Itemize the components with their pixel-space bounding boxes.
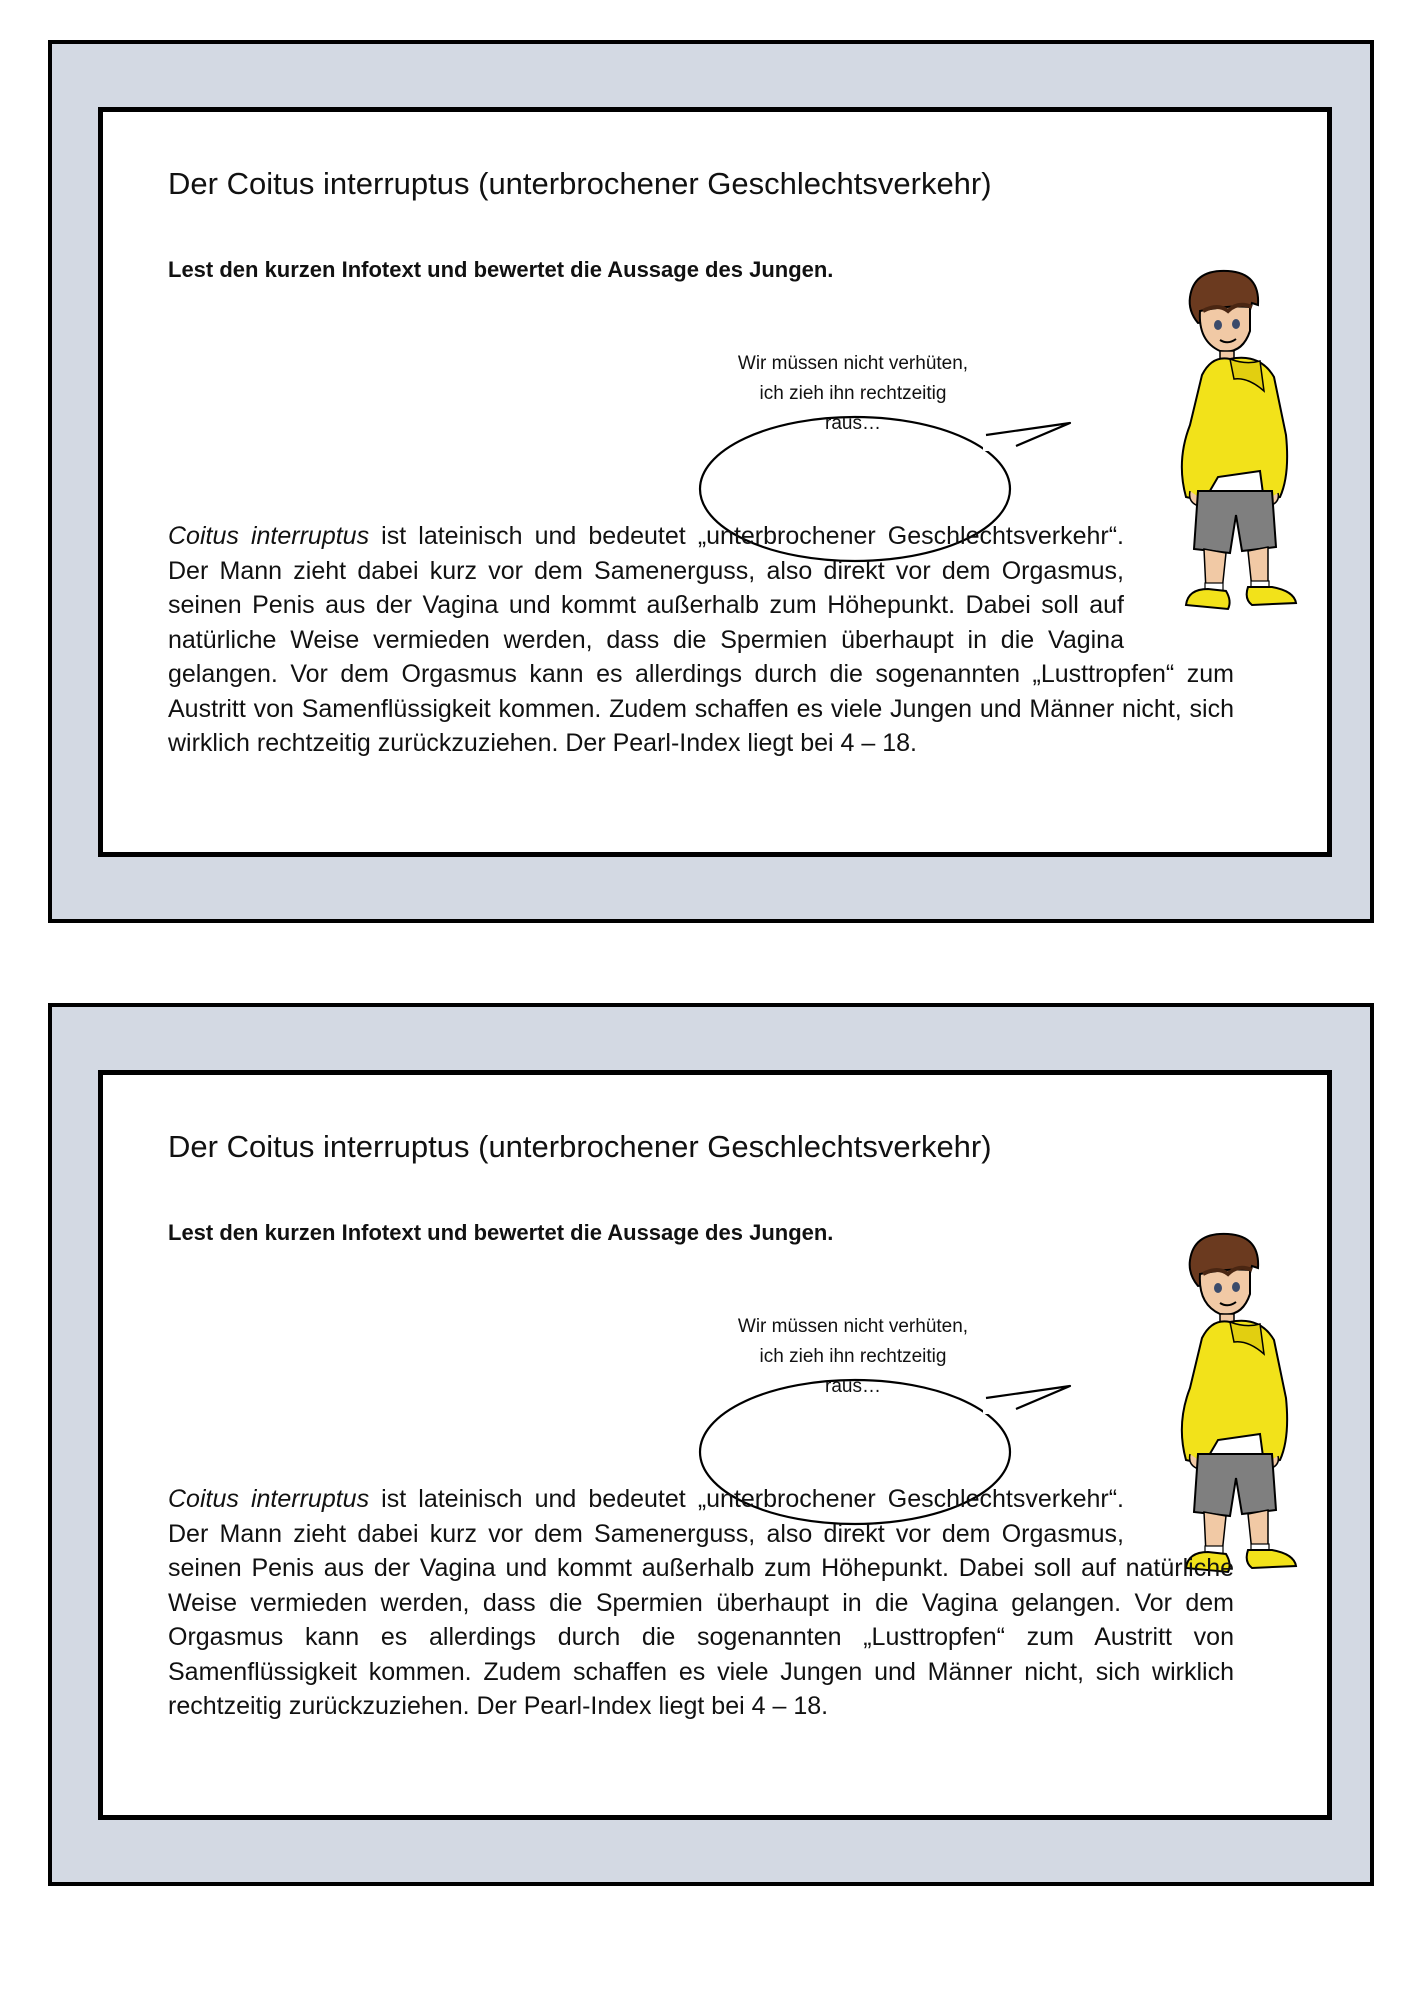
worksheet-card-2 xyxy=(48,1003,1374,1886)
info-term: Coitus interruptus xyxy=(168,1485,370,1513)
card-content-2 xyxy=(98,1070,1332,1820)
info-body: ist lateinisch und bedeutet „unterbrochener Geschlechtsverkehr“. Der Mann zieht dabei kurz vor dem Samenerguss, also direkt vor dem Orgasmus, seinen Penis aus der Vagina und kommt außerhalb zum Höhepunkt. Dabei soll auf natürliche Weise vermieden werden, dass die Spermien überhaupt in die Vagina gelangen. Vor dem Orgasmus kann es allerdings durch die sogenannten „Lusttropfen“ zum Austritt von Samenflüssigkeit kommen. Zudem schaffen es viele Jungen und Männer nicht, sich wirklich rechtzeitig zurückzuziehen. Der Pearl-Index liegt bei 4 – 18. xyxy=(168,1485,1234,1720)
info-text xyxy=(168,1482,1234,1724)
info-body: ist lateinisch und bedeutet „unterbrochener Geschlechtsverkehr“. Der Mann zieht dabei kurz vor dem Samenerguss, also direkt vor dem Orgasmus, seinen Penis aus der Vagina und kommt außerhalb zum Höhepunkt. Dabei soll auf natürliche Weise vermieden werden, dass die Spermien überhaupt in die Vagina gelangen. Vor dem Orgasmus kann es allerdings durch die sogenannten „Lusttropfen“ zum Austritt von Samenflüssigkeit kommen. Zudem schaffen es viele Jungen und Männer nicht, sich wirklich rechtzeitig zurückzuziehen. Der Pearl-Index liegt bei 4 – 18. xyxy=(168,522,1234,757)
card-title: Der Coitus interruptus (unterbrochener Geschlechtsverkehr) xyxy=(168,166,992,201)
speech-bubble-text: Wir müssen nicht verhüten, ich zieh ihn rechtzeitig raus… xyxy=(737,353,969,434)
info-text xyxy=(168,519,1234,761)
worksheet-card-1 xyxy=(48,40,1374,923)
task-instruction: Lest den kurzen Infotext und bewertet die Aussage des Jungen. xyxy=(168,257,834,282)
speech-bubble-text: Wir müssen nicht verhüten, ich zieh ihn rechtzeitig raus… xyxy=(737,1316,969,1397)
card-content-1 xyxy=(98,107,1332,857)
card-title: Der Coitus interruptus (unterbrochener Geschlechtsverkehr) xyxy=(168,1129,992,1164)
info-term: Coitus interruptus xyxy=(168,522,370,550)
task-instruction: Lest den kurzen Infotext und bewertet die Aussage des Jungen. xyxy=(168,1220,834,1245)
